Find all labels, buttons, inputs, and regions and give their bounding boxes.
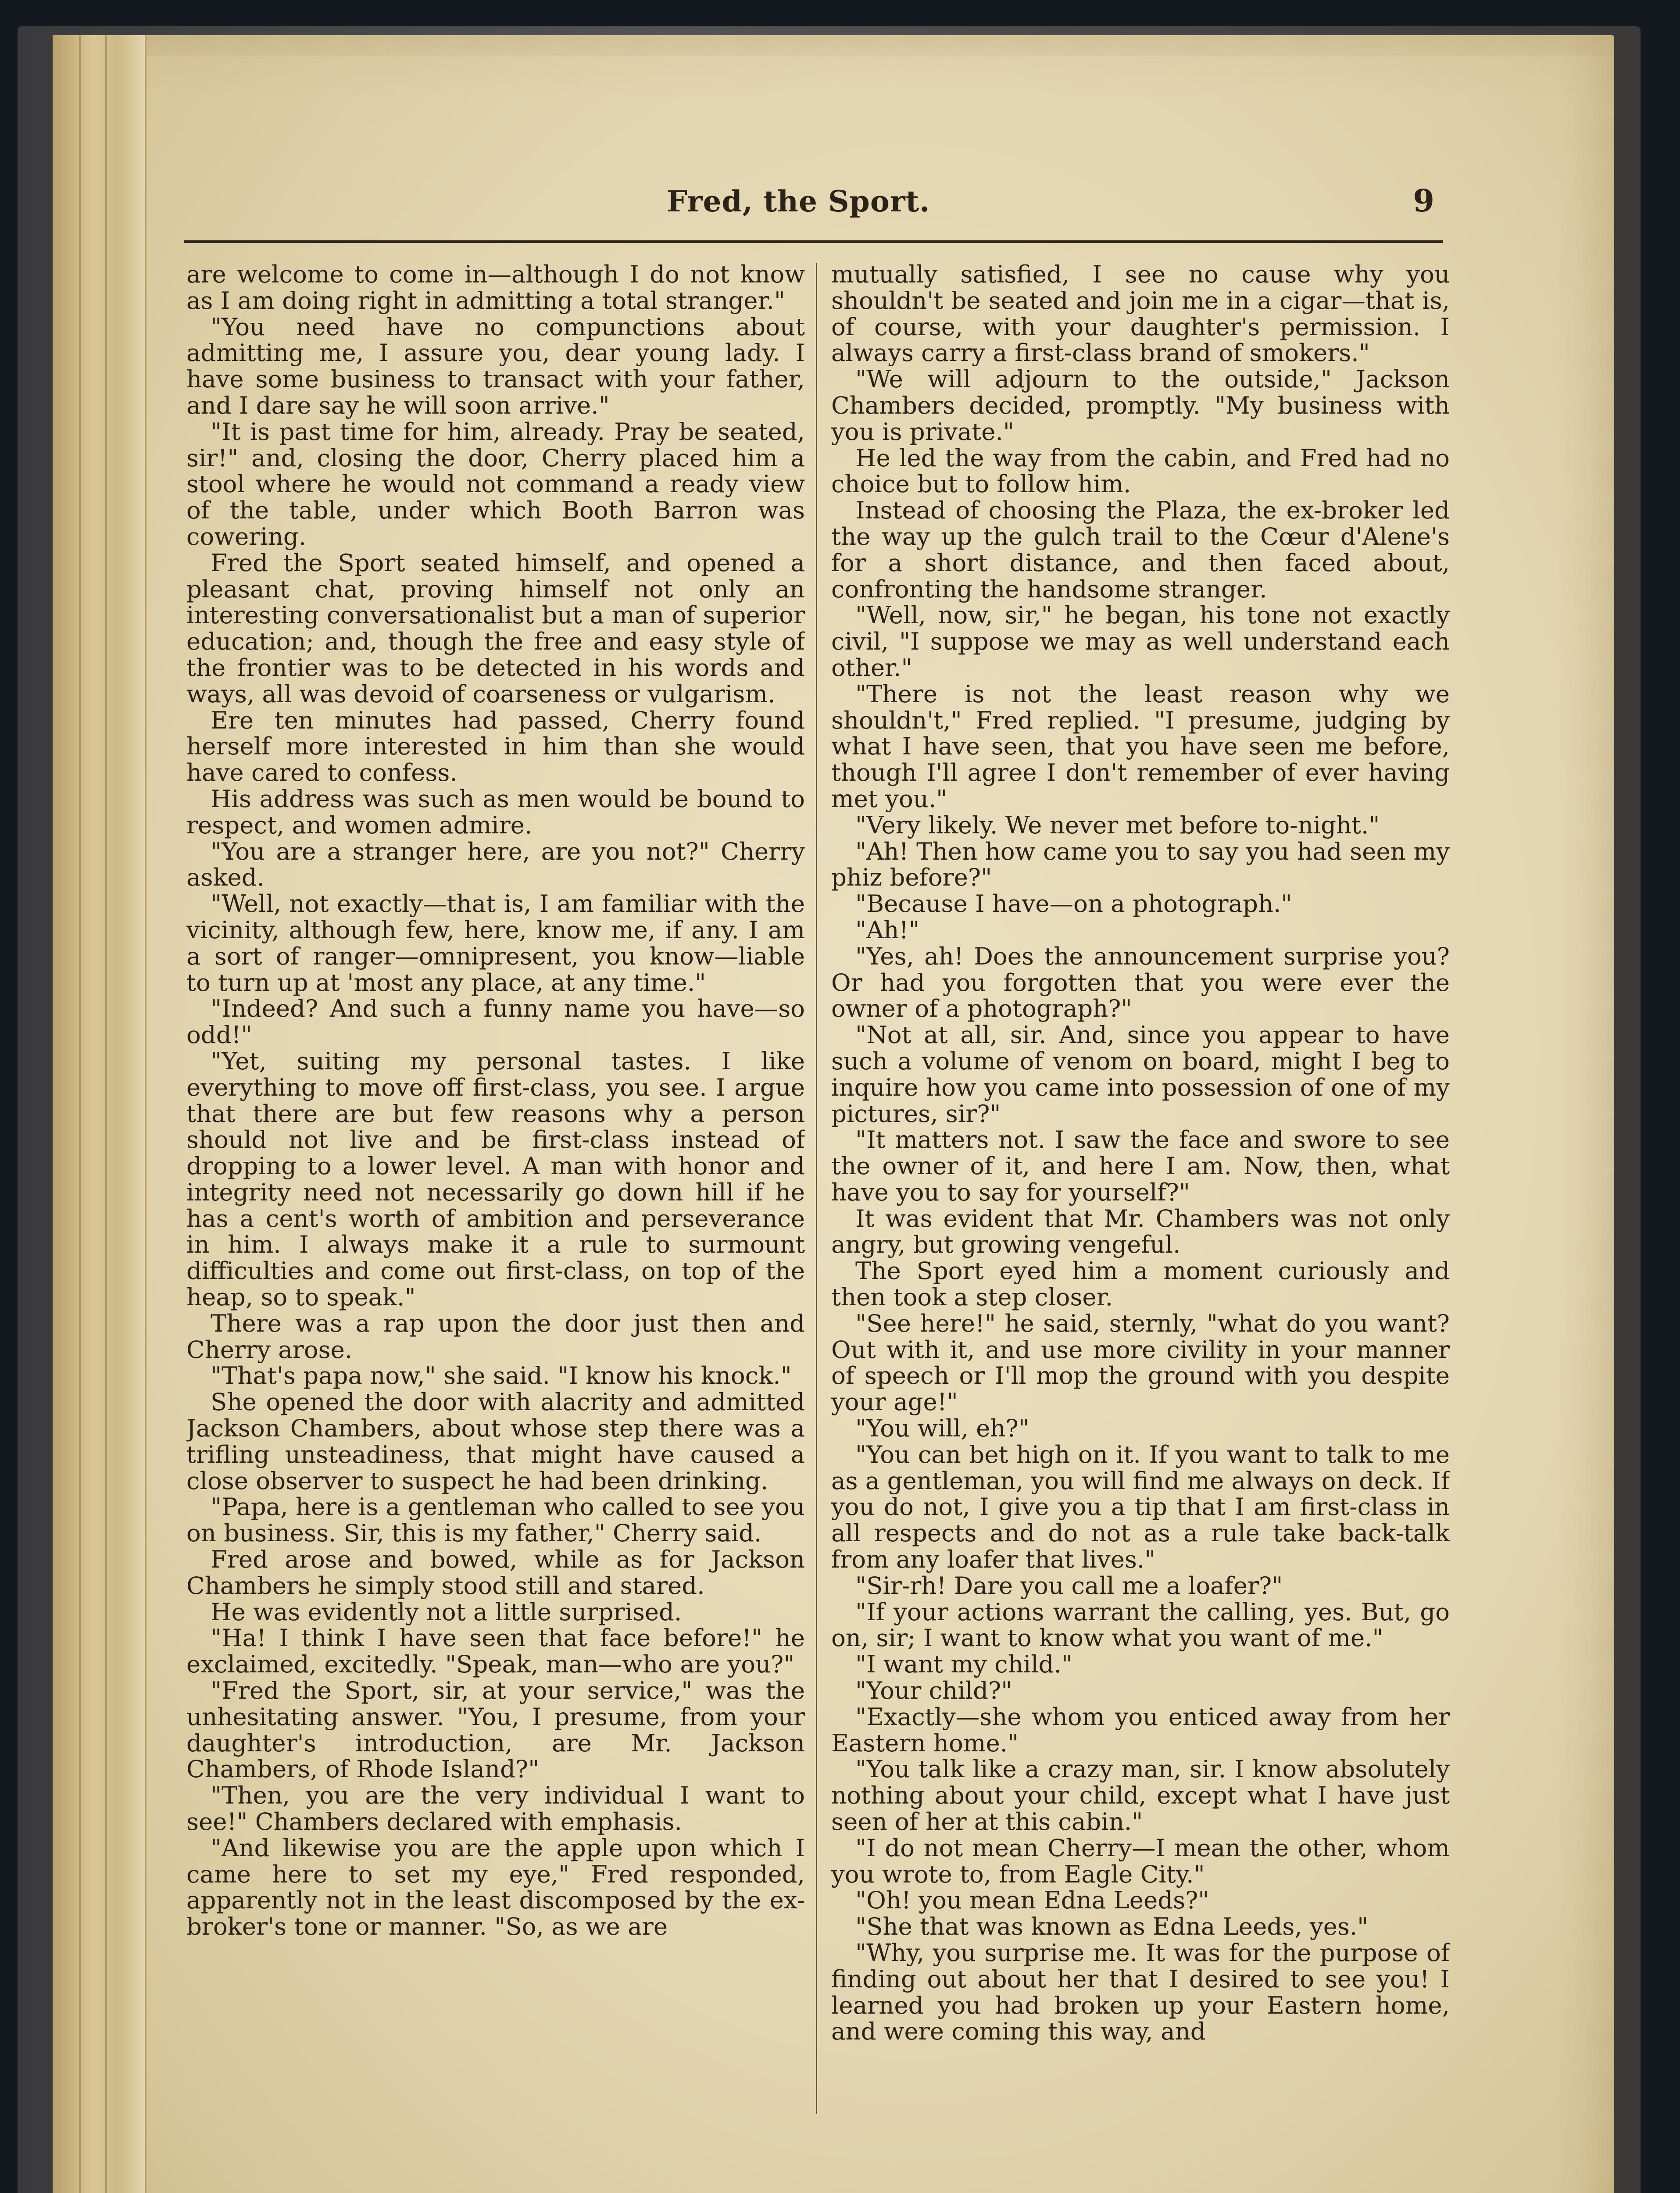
paragraph: "Ah! Then how came you to say you had seen my phiz before?" [831, 837, 1450, 892]
paragraph: "Your child?" [855, 1676, 1012, 1705]
paragraph: "Fred the Sport, sir, at your service," was the unhesitating answer. "You, I presume, from your daughter's introduction, are Mr. Jackson Chambers, of Rhode Island?" [186, 1676, 805, 1783]
paragraph: "It is past time for him, already. Pray be seated, sir!" and, closing the door, Cherry placed him a stool where he would not command a ready view of the table, under which Booth Barron was cowering. [186, 417, 805, 550]
paragraph: He led the way from the cabin, and Fred had no choice but to follow him. [831, 443, 1450, 498]
paragraph: She opened the door with alacrity and admitted Jackson Chambers, about whose step there was a trifling unsteadiness, that might have caused a close observer to suspect he had been drinking. [186, 1388, 805, 1495]
paragraph: "Not at all, sir. And, since you appear to have such a volume of venom on board, might I beg to inquire how you came into possession of one of my pictures, sir?" [831, 1021, 1450, 1128]
paragraph: "We will adjourn to the outside," Jackson Chambers decided, promptly. "My business with you is private." [831, 365, 1450, 446]
paragraph: Fred the Sport seated himself, and opened a pleasant chat, proving himself not only an interesting conversationalist but a man of superior education; and, though the free and easy style of the frontier was to be detected in his words and ways, all was devoid of coarseness or vulgarism. [186, 548, 805, 708]
paragraph: "Oh! you mean Edna Leeds?" [855, 1886, 1209, 1914]
paragraph: "Yes, ah! Does the announcement surprise you? Or had you forgotten that you were ever the owner of a photograph?" [831, 942, 1450, 1023]
paragraph: "You need have no compunctions about admitting me, I assure you, dear young lady. I have some business to transact with your father, and I dare say he will soon arrive." [186, 312, 805, 419]
paragraph: "You are a stranger here, are you not?" Cherry asked. [186, 837, 805, 892]
page-number: 9 [1413, 182, 1434, 219]
paragraph: "Yet, suiting my personal tastes. I like everything to move off first-class, you see. I argue that there are but few reasons why a person should not live and be first-class instead of dropping to a lower level. A man with honor and integrity need not necessarily go down hill if he has a cent's worth of ambition and perseverance in him. I always make it a rule to surmount difficulties and come out first-class, on top of the heap, so to speak." [186, 1046, 805, 1311]
text-column-left [186, 261, 805, 2112]
paragraph: "Ah!" [855, 915, 920, 944]
paragraph: "Because I have—on a photograph." [855, 889, 1292, 918]
paragraph: "It matters not. I saw the face and swore to see the owner of it, and here I am. Now, then, what have you to say for yourself?" [831, 1125, 1450, 1206]
paragraph: "I want my child." [855, 1650, 1072, 1679]
page-header [184, 184, 1434, 232]
paragraph: "Indeed? And such a funny name you have—so odd!" [186, 994, 805, 1049]
paragraph: It was evident that Mr. Chambers was not only angry, but growing vengeful. [831, 1204, 1450, 1259]
page-spine-edge [53, 35, 147, 2193]
paragraph: are welcome to come in—although I do not know as I am doing right in admitting a total stranger." [186, 261, 805, 314]
paragraph: mutually satisfied, I see no cause why you shouldn't be seated and join me in a cigar—that is, of course, with your daughter's permission. I always carry a first-class brand of smokers." [831, 261, 1450, 367]
paragraph: The Sport eyed him a moment curiously and then took a step closer. [831, 1257, 1450, 1311]
text-column-right [831, 261, 1450, 2112]
paragraph: "Sir-rh! Dare you call me a loafer?" [855, 1571, 1283, 1600]
paragraph: "There is not the least reason why we shouldn't," Fred replied. "I presume, judging by what I have seen, that you have seen me before, though I'll agree I don't remember of ever having met you." [831, 679, 1450, 813]
paragraph: "See here!" he said, sternly, "what do you want? Out with it, and use more civility in your manner of speech or I'll mop the ground with you despite your age!" [831, 1309, 1450, 1416]
paragraph: "Why, you surprise me. It was for the purpose of finding out about her that I desired to see you! I learned you had broken up your Eastern home, and were coming this way, and [831, 1939, 1450, 2046]
paragraph: "Well, not exactly—that is, I am familiar with the vicinity, although few, here, know me, if any. I am a sort of ranger—omnipresent, you know—liable to turn up at 'most any place, at any time." [186, 889, 805, 996]
paragraph: He was evidently not a little surprised. [211, 1597, 682, 1626]
paragraph: Fred arose and bowed, while as for Jackson Chambers he simply stood still and stared. [186, 1545, 805, 1600]
spine-fold-line [79, 35, 81, 2193]
paragraph: "You can bet high on it. If you want to talk to me as a gentleman, you will find me always on deck. If you do not, I give you a tip that I am first-class in all respects and do not as a rule take back-talk from any loafer that lives." [831, 1440, 1450, 1574]
paragraph: There was a rap upon the door just then and Cherry arose. [186, 1309, 805, 1364]
header-rule [184, 240, 1443, 243]
paragraph: "And likewise you are the apple upon which I came here to set my eye," Fred responded, apparently not in the least discomposed by the ex-broker's tone or manner. "So, as we are [186, 1833, 805, 1941]
paragraph: Instead of choosing the Plaza, the ex-broker led the way up the gulch trail to the Cœur d'Alene's for a short distance, and then faced about, confronting the handsome stranger. [831, 496, 1450, 603]
paragraph: "Papa, here is a gentleman who called to see you on business. Sir, this is my father," Cherry said. [186, 1493, 805, 1547]
paragraph: "Ha! I think I have seen that face before!" he exclaimed, excitedly. "Speak, man—who are you?" [186, 1624, 805, 1679]
paragraph: "Very likely. We never met before to-night." [855, 811, 1380, 839]
paragraph: "If your actions warrant the calling, yes. But, go on, sir; I want to know what you want of me." [831, 1597, 1450, 1652]
spine-fold-line [105, 35, 107, 2193]
paragraph: His address was such as men would be bound to respect, and women admire. [186, 784, 805, 839]
paragraph: "Then, you are the very individual I want to see!" Chambers declared with emphasis. [186, 1781, 805, 1836]
paragraph: "You talk like a crazy man, sir. I know absolutely nothing about your child, except what I have just seen of her at this cabin." [831, 1755, 1450, 1836]
paragraph: "Exactly—she whom you enticed away from her Eastern home." [831, 1702, 1450, 1757]
paragraph: "I do not mean Cherry—I mean the other, whom you wrote to, from Eagle City." [831, 1833, 1450, 1888]
paragraph: "That's papa now," she said. "I know his knock." [211, 1361, 792, 1390]
paragraph: "You will, eh?" [855, 1414, 1029, 1443]
paragraph: Ere ten minutes had passed, Cherry found herself more interested in him than she would have cared to confess. [186, 706, 805, 787]
column-divider [816, 263, 817, 2114]
paragraph: "Well, now, sir," he began, his tone not exactly civil, "I suppose we may as well understand each other." [831, 601, 1450, 682]
running-title: Fred, the Sport. [667, 184, 930, 218]
paragraph: "She that was known as Edna Leeds, yes." [855, 1912, 1369, 1941]
